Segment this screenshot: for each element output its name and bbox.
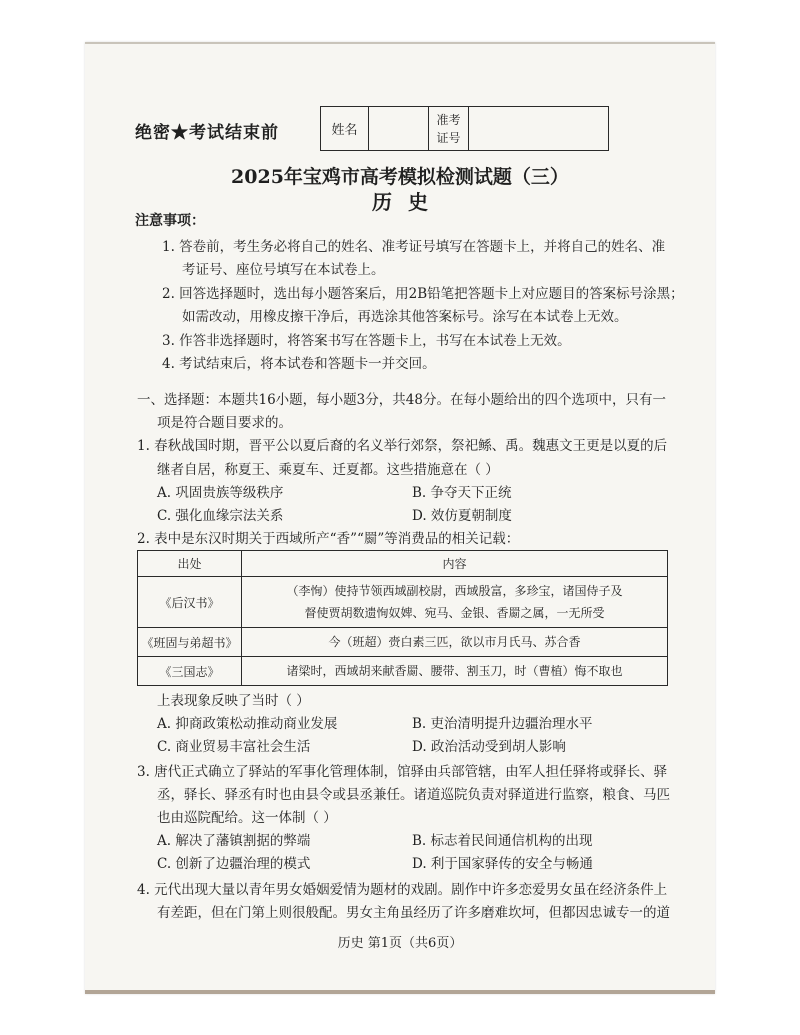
question-3-stem: 3. 唐代正式确立了驿站的军事化管理体制，馆驿由兵部管辖，由军人担任驿将或驿长、驿 (137, 764, 668, 780)
q1-option-c: C. 强化血缘宗法关系 (157, 508, 284, 524)
question-1-stem-cont: 继者自居，称夏王、乘夏车、迁夏都。这些措施意在（ ） (157, 462, 499, 478)
section-heading: 一、选择题：本题共16小题，每小题3分，共48分。在每小题给出的四个选项中，只有一 (137, 392, 666, 408)
q2-option-b: B. 吏治清明提升边疆治理水平 (412, 716, 593, 732)
question-2-stem: 上表现象反映了当时（ ） (157, 693, 310, 709)
table-header-content: 内容 (242, 551, 668, 577)
q1-option-d: D. 效仿夏朝制度 (412, 508, 512, 524)
row-source: 《后汉书》 (138, 577, 242, 628)
section-heading-cont: 项是符合题目要求的。 (157, 415, 292, 431)
table-row (138, 628, 668, 657)
q3-option-d: D. 利于国家驿传的安全与畅通 (412, 856, 593, 872)
q2-option-d: D. 政治活动受到胡人影响 (412, 739, 566, 755)
candidate-info-table (320, 106, 609, 151)
row-content: 今（班超）赍白素三匹，欲以市月氏马、苏合香 (242, 628, 668, 657)
q2-option-c: C. 商业贸易丰富社会生活 (157, 739, 311, 755)
records-table (137, 550, 668, 686)
question-4-stem-cont: 有差距，但在门第上则很般配。男女主角虽经历了许多磨难坎坷，但都因忠诚专一的道 (157, 905, 670, 921)
q1-option-a: A. 巩固贵族等级秩序 (157, 485, 284, 501)
question-4-stem: 4. 元代出现大量以青年男女婚姻爱情为题材的戏剧。剧作中许多恋爱男女虽在经济条件上 (137, 882, 668, 898)
name-label: 姓名 (321, 107, 369, 151)
note-line: 如需改动，用橡皮擦干净后，再选涂其他答案标号。涂写在本试卷上无效。 (182, 309, 628, 325)
note-line: 考证号、座位号填写在本试卷上。 (182, 262, 385, 278)
notes-heading: 注意事项： (135, 213, 205, 229)
question-1-stem: 1. 春秋战国时期，晋平公以夏后裔的名义举行郊祭，祭祀鲧、禹。魏惠文王更是以夏的后 (137, 438, 668, 454)
row-content-line: 督使贾胡数遗恂奴婢、宛马、金银、香罽之属，一无所受 (304, 606, 605, 620)
name-field[interactable] (369, 107, 429, 151)
row-content-line: （李恂）使持节领西域副校尉，西域殷富，多珍宝，诸国侍子及 (286, 584, 623, 598)
exam-id-label-line1: 准考 (436, 112, 461, 127)
table-header-source: 出处 (138, 551, 242, 577)
note-line: 4. 考试结束后，将本试卷和答题卡一并交回。 (162, 356, 436, 372)
question-3-stem-cont: 丞，驿长、驿丞有时也由县令或县丞兼任。诸道巡院负责对驿道进行监察，粮食、马匹 (157, 787, 670, 803)
row-content: 诸梁时，西域胡来献香罽、腰带、割玉刀，时（曹植）悔不取也 (242, 657, 668, 686)
table-row (138, 657, 668, 686)
exam-id-label (429, 107, 469, 151)
q3-option-c: C. 创新了边疆治理的模式 (157, 856, 311, 872)
q3-option-b: B. 标志着民间通信机构的出现 (412, 833, 593, 849)
question-2-intro: 2. 表中是东汉时期关于西域所产“香”“罽”等消费品的相关记载： (137, 531, 520, 547)
subject-title: 历史 (372, 190, 444, 214)
question-3-stem-cont: 也由巡院配给。这一体制（ ） (157, 810, 337, 826)
note-line: 1. 答卷前，考生务必将自己的姓名、准考证号填写在答题卡上，并将自己的姓名、准 (162, 239, 666, 255)
note-line: 3. 作答非选择题时，将答案书写在答题卡上，书写在本试卷上无效。 (162, 333, 571, 349)
q2-option-a: A. 抑商政策松动推动商业发展 (157, 716, 338, 732)
note-line: 2. 回答选择题时，选出每小题答案后，用2B铅笔把答题卡上对应题目的答案标号涂黑； (162, 286, 684, 302)
table-row (138, 577, 668, 628)
exam-id-label-line2: 证号 (436, 130, 461, 145)
page-footer: 历史 第1页（共6页） (337, 936, 463, 951)
row-content (242, 577, 668, 628)
confidential-label: 绝密★考试结束前 (135, 123, 279, 143)
q1-option-b: B. 争夺天下正统 (412, 485, 512, 501)
q3-option-a: A. 解决了藩镇割据的弊端 (157, 833, 311, 849)
row-source: 《班固与弟超书》 (138, 628, 242, 657)
exam-title: 2025年宝鸡市高考模拟检测试题（三） (231, 166, 569, 188)
exam-id-field[interactable] (469, 107, 609, 151)
row-source: 《三国志》 (138, 657, 242, 686)
